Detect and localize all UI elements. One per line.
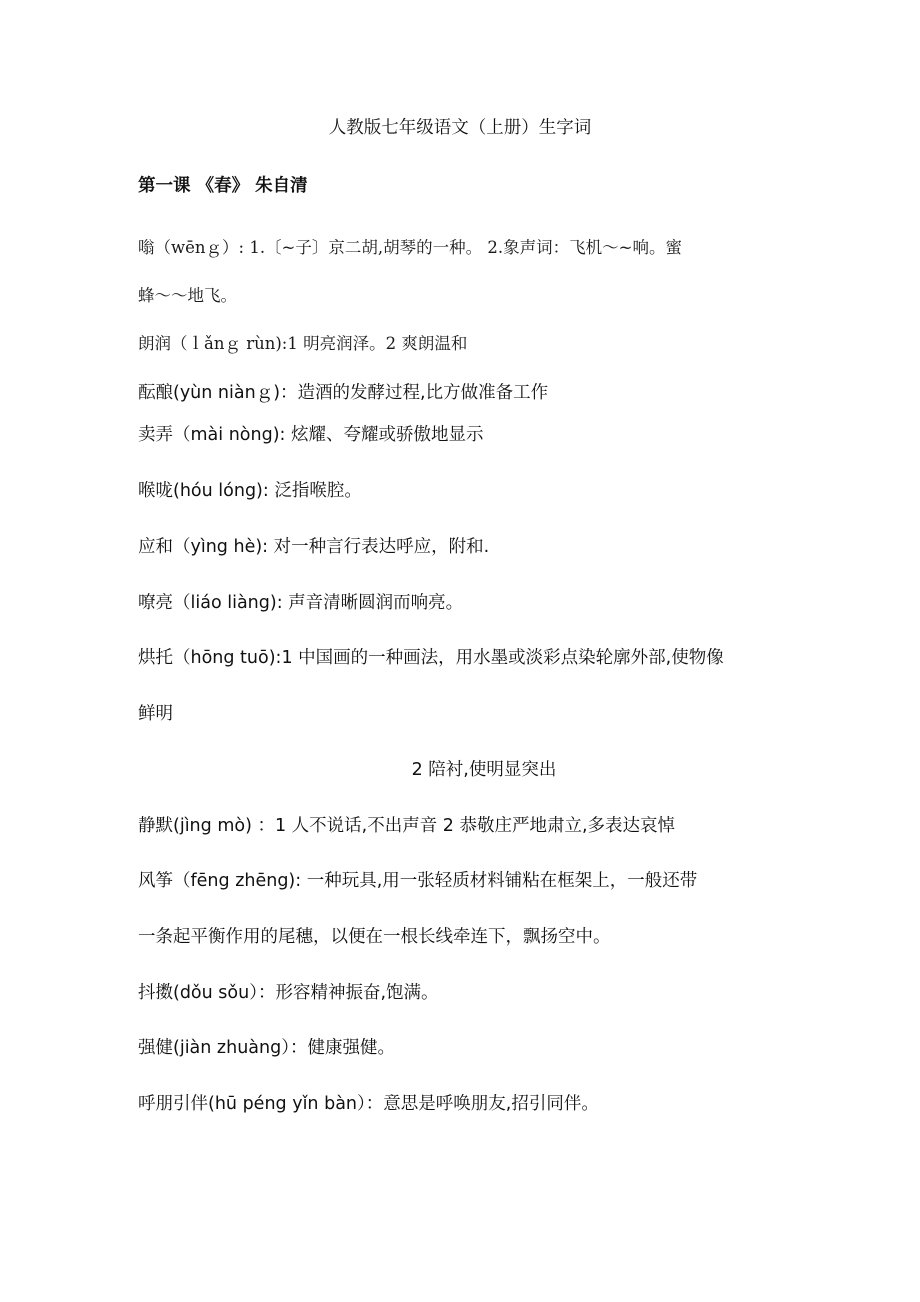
vocab-entry: 嗡（wēnｇ）: 1.〔~子〕京二胡,胡琴的一种。 2.象声词：飞机～~响。蜜 [138, 238, 682, 257]
vocab-entry: 烘托（hōng tuō):1 中国画的一种画法，用水墨或淡彩点染轮廓外部,使物像 [138, 648, 724, 668]
vocab-entry-continuation: 2 陪衬,使明显突出 [411, 760, 557, 780]
vocab-entry-continuation: 一条起平衡作用的尾穗，以便在一根长线牵连下，飘扬空中。 [138, 927, 611, 947]
vocab-entry: 静默(jìng mò) ：1 人不说话,不出声音 2 恭敬庄严地肃立,多表达哀悼 [138, 816, 676, 836]
vocab-entry: 朗润（ｌǎnｇ rùn):1 明亮润泽。2 爽朗温和 [138, 334, 468, 353]
vocab-entry: 抖擞(dǒu sǒu）：形容精神振奋,饱满。 [138, 983, 439, 1003]
document-title: 人教版七年级语文（上册）生字词 [328, 118, 592, 138]
vocab-entry: 酝酿(yùn niànｇ)：造酒的发酵过程,比方做准备工作 [138, 383, 549, 403]
vocab-entry: 嘹亮（liáo liàng): 声音清晰圆润而响亮。 [138, 593, 464, 613]
lesson-heading: 第一课 《春》 朱自清 [138, 176, 308, 196]
vocab-entry: 风筝（fēng zhēng): 一种玩具,用一张轻质材料铺粘在框架上，一般还带 [138, 871, 698, 891]
vocab-entry: 呼朋引伴(hū péng yǐn bàn）：意思是呼唤朋友,招引同伴。 [138, 1094, 599, 1114]
vocab-entry: 卖弄（mài nòng): 炫耀、夸耀或骄傲地显示 [138, 425, 484, 445]
vocab-entry: 应和（yìng hè): 对一种言行表达呼应，附和. [138, 537, 490, 557]
vocab-entry-continuation: 蜂～～地飞。 [138, 286, 237, 305]
vocab-entry-continuation: 鲜明 [138, 704, 173, 724]
vocab-entry: 喉咙(hóu lóng): 泛指喉腔。 [138, 481, 362, 501]
vocab-entry: 强健(jiàn zhuàng）：健康强健。 [138, 1038, 395, 1058]
